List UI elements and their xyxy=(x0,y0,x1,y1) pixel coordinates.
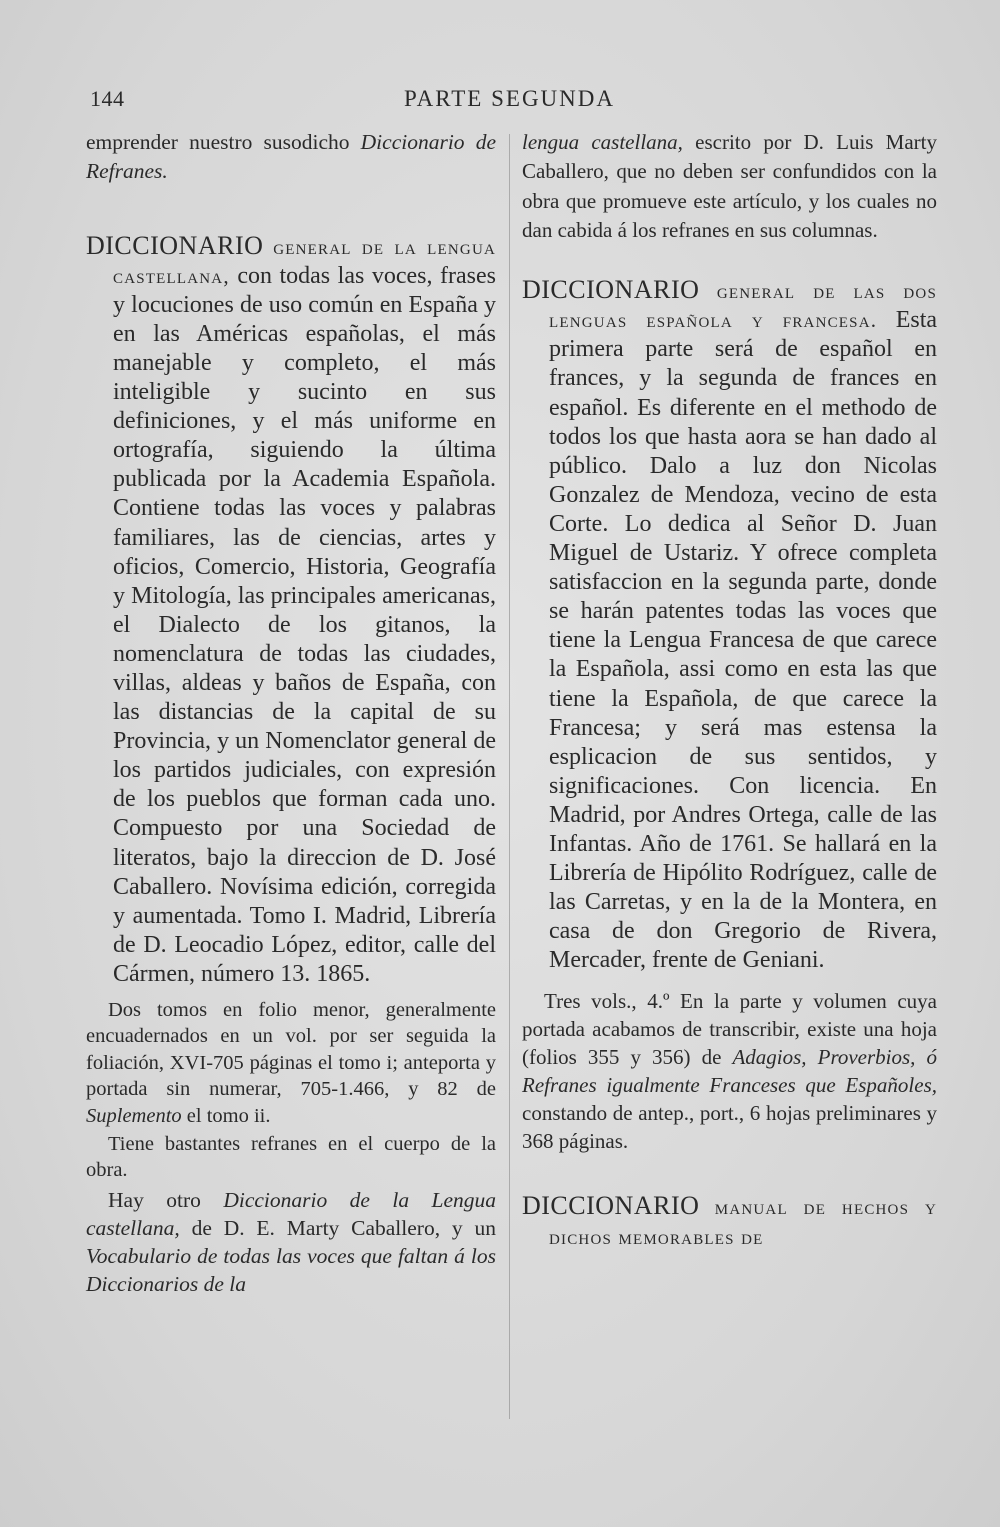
note-text: Hay otro xyxy=(108,1187,224,1212)
note-text: el tomo ii. xyxy=(181,1104,271,1127)
note-italic: Suplemento xyxy=(86,1104,182,1127)
running-head: PARTE SEGUNDA xyxy=(404,86,615,111)
entry-diccionario-manual xyxy=(522,1191,937,1251)
continuation-plain: emprender nuestro susodicho xyxy=(86,130,361,154)
entry-subtitle: manual de hechos y dichos memorables de xyxy=(549,1195,938,1249)
page-header xyxy=(90,86,940,122)
continuation-plain: escrito por D. Luis Marty Caballero, que no deben ser confundidos con la obra que promueve este artículo, y los cuales no dan cabida á los refranes en sus columnas. xyxy=(522,130,937,242)
continuation-title: Diccionario de Refranes. xyxy=(86,130,496,184)
right-column xyxy=(522,128,937,1252)
note-tres-vols xyxy=(522,987,937,1155)
note-other-dictionary xyxy=(86,1186,496,1298)
note-text: de D. E. Marty Caballero, y un xyxy=(179,1215,496,1240)
column-divider xyxy=(509,134,510,1419)
spacer xyxy=(86,187,496,231)
entry-headword: DICCIONARIO xyxy=(522,275,700,305)
entry-headword: DICCIONARIO xyxy=(86,230,264,260)
spacer xyxy=(522,245,937,275)
entry-diccionario-espanola-francesa xyxy=(522,275,937,975)
note-volumes xyxy=(86,997,496,1129)
note-refranes: Tiene bastantes refranes en el cuerpo de la obra. xyxy=(86,1133,496,1182)
note-italic: Adagios, Proverbios, ó Refranes igualmente Franceses que Españoles, xyxy=(522,1045,937,1098)
entry-body: Esta primera parte será de español en frances, y la segunda de frances en español. Es diferente en el methodo de todos los que hasta aora se han dado al público. Dalo a luz don Nicolas Gonzalez de Mendoza, vecino de esta Corte. Lo dedica al Señor D. Juan Miguel de Ustariz. Y ofrece completa satisfaccion en la segunda parte, donde se harán patentes todas las voces que tiene la Lengua Francesa de que carece la Española, assi como en esta las que tiene la Española, de que carece la Francesa; y será mas estensa la esplicacion de sus sentidos, y significaciones. Con licencia. En Madrid, por Andres Ortega, calle de las Infantas. Año de 1761. Se hallará en la Librería de Hipólito Rodríguez, calle de las Carretas, y en la de la Montera, en casa de don Gregorio de Rivera, Mercader, frente de Geniani. xyxy=(549,307,938,974)
entry-headword: DICCIONARIO xyxy=(522,1191,700,1221)
note-text: Dos tomos en folio menor, generalmente encuadernados en un vol. por ser seguida la foliación, XVI-705 páginas el tomo i; anteporta y portada sin numerar, 705-1.466, y 82 de xyxy=(86,999,496,1101)
continuation-text xyxy=(86,128,496,187)
spacer xyxy=(522,1155,937,1191)
entry-diccionario-general-castellana xyxy=(86,231,496,989)
continuation-title: lengua castellana, xyxy=(522,130,683,154)
note-italic: Vocabulario de todas las voces que faltan á los Diccionarios de la xyxy=(86,1243,496,1296)
entry-subtitle: general de las dos lenguas española y francesa. xyxy=(549,279,937,333)
left-column xyxy=(86,128,496,1298)
page-number: 144 xyxy=(90,86,125,111)
note-text: Tres vols., 4.º En la parte y volumen cuya portada acabamos de transcribir, existe una hoja (folios 355 y 356) de xyxy=(522,989,937,1070)
note-text: constando de antep., port., 6 hojas preliminares y 368 páginas. xyxy=(522,1101,937,1154)
entry-subtitle: general de la lengua castellana, xyxy=(113,234,497,288)
entry-body: con todas las voces, frases y locuciones de uso común en España y en las Américas españolas, el más manejable y completo, el más inteligible y sucinto en sus definiciones, y el más uniforme en ortografía, siguiendo la última publicada por la Academia Española. Contiene todas las voces y palabras familiares, las de ciencias, artes y oficios, Comercio, Historia, Geografía y Mitología, las principales americanas, el Dialecto de los gitanos, la nomenclatura de todas las ciudades, villas, aldeas y baños de España, con las distancias de la capital de su Provincia, y un Nomenclator general de los partidos judiciales, con expresión de los pueblos que forman cada uno. Compuesto por una Sociedad de literatos, bajo la direccion de D. José Caballero. Novísima edición, corregida y aumentada. Tomo I. Madrid, Librería de D. Leocadio López, editor, calle del Cármen, número 13. 1865. xyxy=(113,262,496,987)
continuation-text-right xyxy=(522,128,937,245)
note-italic: Diccionario de la Lengua castellana, xyxy=(86,1187,497,1240)
